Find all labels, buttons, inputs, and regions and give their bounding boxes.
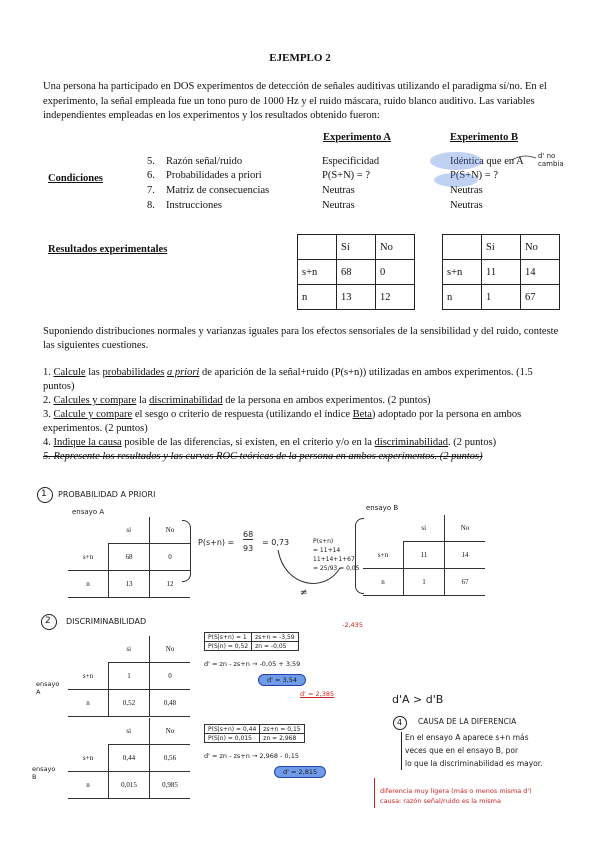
hand-header: No: [150, 636, 191, 663]
red-margin-line: [374, 778, 375, 808]
cond-b: Idéntica que en A: [450, 156, 524, 167]
hand-header: No: [445, 515, 486, 542]
box-cell: zn = -0,05: [252, 642, 298, 651]
bracket-b: [355, 518, 364, 594]
question-3: 3. Calcule y compare el sesgo o criterio de respuesta (utilizando el índice Beta) adoptado por la persona en ambos experimentos. (2 puntos): [43, 409, 522, 434]
calc-formula-b: d' = zn - zs+n → 2,968 - 0,15: [204, 752, 300, 760]
box-cell: P(S|n) = 0,52: [205, 642, 252, 651]
hand-header: No: [150, 718, 191, 745]
hand-row-label: n: [68, 772, 109, 799]
hand-header: si: [109, 636, 150, 663]
question-1: 1. Calcule las probabilidades a priori de aparición de la señal+ruido (P(s+n)) utilizadas en ambos experimentos. (1.5 puntos): [43, 367, 533, 392]
box-cell: P(S|s+n) = 0,44: [205, 725, 260, 734]
red-note-a2: d' = 2,385: [300, 690, 335, 698]
hand-row-label: n: [68, 571, 109, 598]
hand-cell: 11: [404, 542, 445, 569]
hand-cell: 0,52: [109, 690, 150, 717]
cell: 14: [521, 260, 560, 285]
question-4: 4. Indique la causa posible de las diferencias, si existen, en el criterio y/o en la discriminabilidad. (2 puntos): [43, 437, 497, 448]
box-cell: zs+n = -3,59: [252, 633, 298, 642]
sec1-title: PROBABILIDAD A PRIORI: [58, 490, 156, 499]
page-title: EJEMPLO 2: [269, 52, 331, 64]
box-cell: zn = 2,968: [260, 734, 304, 743]
cell: 11: [482, 260, 521, 285]
hand-cell: 0: [150, 663, 191, 690]
result-b-badge: d' = 2,815: [274, 766, 326, 778]
cell: 67: [521, 285, 560, 310]
exp-b-header: Experimento B: [450, 132, 518, 143]
hand-cell: 14: [445, 542, 486, 569]
cond-b: P(S+N) = ?: [450, 170, 499, 181]
box-cell: P(S|n) = 0,015: [205, 734, 260, 743]
neq-sign: ≠: [300, 588, 308, 598]
hand-cell: 0,56: [150, 745, 191, 772]
sec4-text: En el ensayo A aparece s+n más veces que en el ensayo B, por lo que la discriminabilidad es mayor.: [405, 733, 543, 768]
intro-paragraph: Una persona ha participado en DOS experimentos de detección de señales auditivas utilizando el paradigma sí/no. En el experimento, la señal empleada fue un tono puro de 1000 Hz y el ruido máscara, ruido blanco auditivo. Las variables independientes empleadas en los experimentos y los resultados obtenido fueron:: [43, 81, 547, 121]
cond-num: 5.: [147, 156, 155, 167]
hand-cell: 68: [109, 544, 150, 571]
question-2: 2. Calcules y compare la discriminabilidad de la persona en ambos experimentos. (2 puntos): [43, 395, 431, 406]
cell: 13: [337, 285, 376, 310]
result-a-badge: d' = 3,54: [258, 674, 306, 686]
comparison-arc: [270, 548, 360, 598]
sec4-title: CAUSA DE LA DIFERENCIA: [418, 717, 517, 726]
row-label: s+n: [298, 260, 337, 285]
hand-table-a: [68, 517, 190, 598]
results-table-a: [297, 234, 415, 310]
col-header: No: [521, 235, 560, 260]
hand-row-label: s+n: [68, 663, 109, 690]
col-header: Sí: [482, 235, 521, 260]
exp-a-header: Experimento A: [323, 132, 391, 143]
sec2-number: 2: [45, 616, 51, 626]
comparison-label: d'A > d'B: [392, 693, 444, 706]
col-header: No: [376, 235, 415, 260]
row-label: n: [443, 285, 482, 310]
cond-name: Instrucciones: [166, 200, 222, 211]
psn-num: 68: [243, 530, 254, 539]
ensayo-b-label: ensayo B: [366, 504, 399, 512]
row-label: n: [298, 285, 337, 310]
red-note: diferencia muy ligera (más o menos misma d') causa: razón señal/ruido es la misma: [380, 787, 532, 805]
cond-num: 6.: [147, 170, 155, 181]
hand-row-label: n: [363, 569, 404, 596]
hand-cell: 67: [445, 569, 486, 596]
ensayo-b2-label: ensayo B: [32, 765, 56, 781]
hand-row-label: s+n: [363, 542, 404, 569]
sec4-number: 4: [397, 718, 403, 727]
hand-cell: 0,015: [109, 772, 150, 799]
cond-a: Especificidad: [322, 156, 380, 167]
sec1-number: 1: [41, 489, 47, 499]
cond-a: P(S+N) = ?: [322, 170, 371, 181]
hand-cell: 0,48: [150, 690, 191, 717]
results-table-b: [442, 234, 560, 310]
cell: 1: [482, 285, 521, 310]
psn-b-calc: P(s+n) = 11+14 11+14+1+67 = 25/93 = 0,05: [313, 538, 360, 572]
results-label: Resultados experimentales: [48, 244, 168, 255]
cond-a: Neutras: [322, 200, 355, 211]
calc-formula-a: d' = zn - zs+n → -0,05 + 3,59: [204, 660, 301, 668]
conditions-label: Condiciones: [48, 173, 103, 184]
hand-cell: 12: [150, 571, 191, 598]
hand-table-b: [363, 515, 485, 596]
psn-den: 93: [243, 544, 254, 553]
cond-a: Neutras: [322, 185, 355, 196]
cell: 12: [376, 285, 415, 310]
hand-cell: 0,44: [109, 745, 150, 772]
ensayo-a-label: ensayo A: [72, 508, 105, 516]
cond-name: Probabilidades a priori: [166, 170, 262, 181]
cond-name: Razón señal/ruido: [166, 156, 243, 167]
assumption-text: Suponiendo distribuciones normales y varianzas iguales para los efectos sensoriales de la sensibilidad y del ruido, conteste las siguientes cuestiones.: [43, 326, 559, 351]
cell: 0: [376, 260, 415, 285]
sec4-margin-line: [401, 732, 402, 770]
hand-row-label: n: [68, 690, 109, 717]
hand-cell: 1: [404, 569, 445, 596]
question-5: 5. Represente los resultados y las curvas ROC teóricas de la persona en ambos experimentos. (2 puntos): [43, 451, 483, 462]
psn-label: P(s+n) =: [198, 538, 235, 547]
sec2-title: DISCRIMINABILIDAD: [66, 617, 147, 626]
hand-row-label: s+n: [68, 745, 109, 772]
prop-table-a: [68, 636, 190, 717]
box-cell: P(S|s+n) = 1: [205, 633, 252, 642]
hand-header: No: [150, 517, 191, 544]
psn-result: = 0,73: [262, 538, 290, 547]
hand-cell: 13: [109, 571, 150, 598]
cond-num: 7.: [147, 185, 155, 196]
cond-b: Neutras: [450, 200, 483, 211]
red-note-a1: -2,435: [342, 621, 363, 629]
cell: 68: [337, 260, 376, 285]
hand-header: si: [404, 515, 445, 542]
col-header: Sí: [337, 235, 376, 260]
box-cell: zs+n = 0,15: [260, 725, 304, 734]
hand-cell: 1: [109, 663, 150, 690]
prop-table-b: [68, 718, 190, 799]
hand-cell: 0,985: [150, 772, 191, 799]
calc-box-b: [204, 724, 305, 743]
row-label: s+n: [443, 260, 482, 285]
margin-note: d' no cambia: [538, 152, 564, 168]
hand-header: si: [109, 718, 150, 745]
ensayo-a2-label: ensayo A: [36, 680, 60, 696]
cond-b: Neutras: [450, 185, 483, 196]
calc-box-a: [204, 632, 299, 651]
bracket-a: [182, 520, 191, 582]
hand-cell: 0: [150, 544, 191, 571]
hand-header: si: [109, 517, 150, 544]
hand-row-label: s+n: [68, 544, 109, 571]
cond-num: 8.: [147, 200, 155, 211]
cond-name: Matriz de consecuencias: [166, 185, 270, 196]
